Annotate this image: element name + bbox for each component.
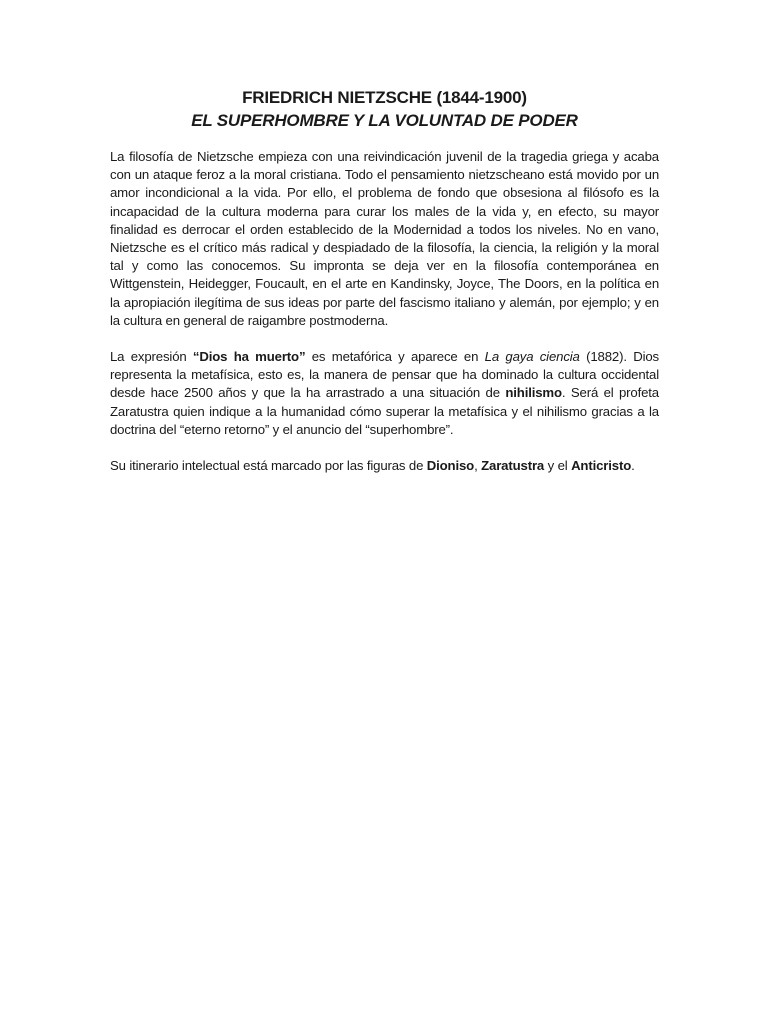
document-subtitle: EL SUPERHOMBRE Y LA VOLUNTAD DE PODER	[191, 111, 578, 130]
paragraph-itinerario	[110, 457, 659, 475]
bold-phrase-dios-ha-muerto: “Dios ha muerto”	[192, 349, 306, 365]
text-run: y el	[544, 458, 572, 474]
text-run: es metafórica y aparece en	[305, 349, 485, 365]
text-run: (1882). Dios representa la metafísica, esto es, la manera de pensar que ha dominado la cultura occidental desde hace 2500 años y que la ha arrastrado a una situación de	[110, 349, 659, 401]
text-run: .	[631, 458, 635, 474]
document-title: FRIEDRICH NIETZSCHE (1844-1900)	[242, 88, 527, 107]
text-run: Su itinerario intelectual está marcado por las figuras de	[110, 458, 427, 474]
bold-figure-zaratustra: Zaratustra	[481, 458, 545, 474]
bold-figure-anticristo: Anticristo	[571, 458, 632, 474]
text-run: La expresión	[110, 349, 193, 365]
bold-term-nihilismo: nihilismo	[505, 385, 562, 401]
text-run: ,	[474, 458, 482, 474]
bold-figure-dioniso: Dioniso	[426, 458, 475, 474]
paragraph-dios-ha-muerto	[110, 348, 659, 439]
text-run: . Será el profeta Zaratustra quien indique a la humanidad cómo superar la metafísica y el nihilismo gracias a la doctrina del “eterno retorno” y el anuncio del “superhombre”.	[110, 385, 659, 437]
italic-book-title: La gaya ciencia	[484, 349, 580, 365]
paragraph-intro: La filosofía de Nietzsche empieza con una reivindicación juvenil de la tragedia griega y acaba con un ataque feroz a la moral cristiana. Todo el pensamiento nietzscheano está movido por un amor incondicional a la vida. Por ello, el problema de fondo que obsesiona al filósofo es la incapacidad de la cultura moderna para curar los males de la vida y, en efecto, su mayor finalidad es derrocar el orden establecido de la Modernidad a todos los niveles. No en vano, Nietzsche es el crítico más radical y despiadado de la filosofía, la ciencia, la religión y la moral tal y como las conocemos. Su impronta se deja ver en la filosofía contemporánea en Wittgenstein, Heidegger, Foucault, en el arte en Kandinsky, Joyce, The Doors, en la política en la apropiación ilegítima de sus ideas por parte del fascismo italiano y alemán, por ejemplo; y en la cultura en general de raigambre postmoderna.	[110, 149, 659, 328]
document-page	[110, 86, 659, 493]
